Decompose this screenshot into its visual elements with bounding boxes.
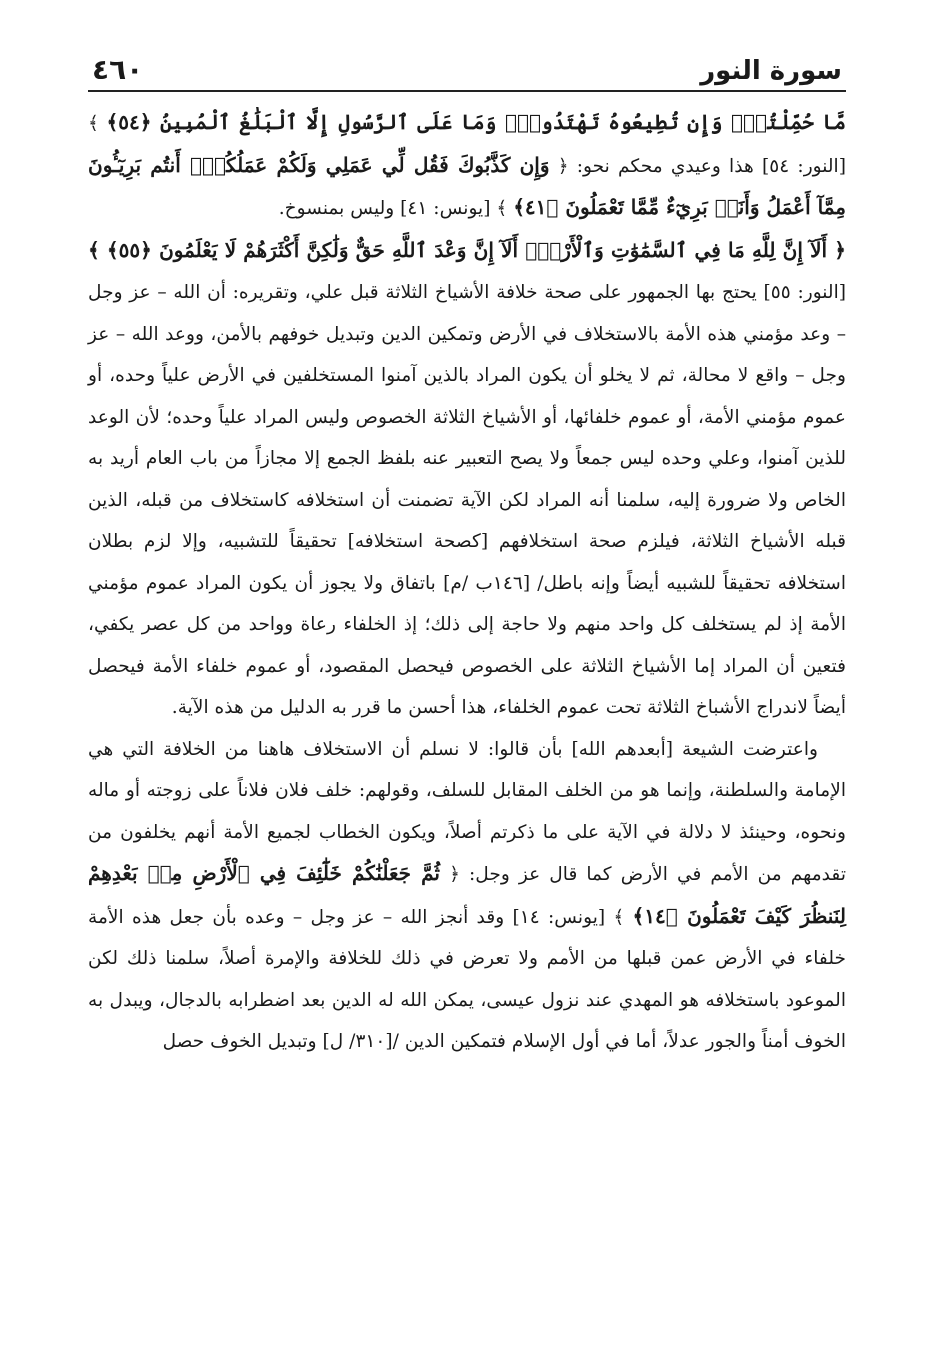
reference-text: ﴾ [النور: ٥٤] هذا وعيدي محكم نحو: ﴿ [88,113,846,177]
paragraph-2 [88,230,846,729]
surah-title: سورة النور [700,56,842,86]
page-body [88,102,846,1063]
quran-verse-3: ﴿ أَلَآ إِنَّ لِلَّهِ مَا فِي ٱلسَّمَٰوَٰتِ وَٱلْأَرْضِۗ أَلَآ إِنَّ وَعْدَ ٱللَّهِ حَقٌّ وَلَٰكِنَّ أَكْثَرَهُمْ لَا يَعْلَمُونَ ﴿٥٥﴾ ﴾ [88,237,846,262]
paragraph-3 [88,729,846,1063]
page-header [88,40,846,92]
objection-text: واعترضت الشيعة [أبعدهم الله] بأن قالوا: لا نسلم أن الاستخلاف هاهنا من الخلافة التي هي الإمامة والسلطنة، وإنما هو من الخلف المقابل للسلف، وقولهم: خلف فلان فلاناً على زوجته أو ماله ونحوه، وحينئذ لا دلالة في الآية على ما ذكرتم أصلاً، ويكون الخطاب لجميع الأمة أنهم يخلفون من تقدمهم من الأمم في الأرض كما قال عز وجل: ﴿ [88,738,846,885]
quran-verse-4: ثُمَّ جَعَلْنَٰكُمْ خَلَٰٓئِفَ فِي ٱلْأَرْضِ مِنۢ بَعْدِهِمْ لِنَنظُرَ كَيْفَ تَعْمَلُونَ ﴿١٤﴾ [88,861,846,928]
paragraph-1 [88,102,846,230]
commentary-text: [النور: ٥٥] يحتج بها الجمهور على صحة خلافة الأشياخ الثلاثة قبل علي، وتقريره: أن الله – عز وجل – وعد مؤمني هذه الأمة بالاستخلاف في الأرض وتمكين الدين وتبديل خوفهم بالأمن، ووعد الله – عز وجل – واقع لا محالة، ثم لا يخلو أن يكون المراد بالذين آمنوا المستخلفين في الأرض علياً وحده، أو عموم مؤمني الأمة، أو عموم خلفائها، أو الأشياخ الثلاثة الخصوص وليس المراد علياً وحده؛ لأن الوعد للذين آمنوا، وعلي وحده ليس جمعاً ولا يصح التعبير عنه بلفظ الجمع إلا مجازاً من باب العام أريد به الخاص ولا ضرورة إليه، سلمنا أنه المراد لكن الآية تضمنت أن استخلافه كاستخلاف من قبله، الذين قبله الأشياخ الثلاثة، فيلزم صحة استخلافهم [كصحة استخلافه] تحقيقاً للتشبيه، وإلا لزم بطلان استخلافه تحقيقاً للشبيه أيضاً وإنه باطل/ [١٤٦ب /م] باتفاق ولا يجوز أن يكون المراد عموم مؤمني الأمة إذ لم يستخلف كل واحد منهم ولا حاجة إلى ذلك؛ إذ الخلفاء رعاة وواحد من كل عصر يكفي، فتعين أن المراد إما الأشياخ الثلاثة على الخصوص فيحصل المقصود، أو عموم خلفاء الأمة فيحصل أيضاً لاندراج الأشباخ الثلاثة تحت عموم الخلفاء، هذا أحسن ما قرر به الدليل من هذه الآية. [88,282,847,718]
objection-tail: ﴾ [يونس: ١٤] وقد أنجز الله – عز وجل – وعده بأن جعل هذه الأمة خلفاء في الأرض عمن قبلها من الأمم ولا تعرض في ذلك للخلافة والإمرة أصلاً، سلمنا ذلك لكن الموعود باستخلافه هو المهدي عند نزول عيسى، يمكن الله له الدين بعد اضطرابه بالدجال، ويبدل به الخوف أمناً والجور عدلاً، أما في أول الإسلام فتمكين الدين /[٣١٠/ ل] وتبديل الخوف حصل [88,906,846,1052]
reference-tail: ﴾ [يونس: ٤١] وليس بمنسوخ. [278,198,514,219]
quran-verse: مَّا حُمِّلْتُمْۖ وَإِن تُطِيعُوهُ تَهْتَدُواْۚ وَمَا عَلَى ٱلرَّسُولِ إِلَّا ٱلْبَلَٰغُ ٱلْمُبِينُ ﴿٥٤﴾ [106,110,846,134]
quran-verse-2: وَإِن كَذَّبُوكَ فَقُل لِّي عَمَلِي وَلَكُمْ عَمَلُكُمْۖ أَنتُم بَرِيٓـُٔونَ مِمَّآ أَعْمَلُ وَأَنَا۠ بَرِيٓءٌ مِّمَّا تَعْمَلُونَ ﴿٤١﴾ [88,152,846,219]
page-number: ٤٦٠ [92,53,144,86]
